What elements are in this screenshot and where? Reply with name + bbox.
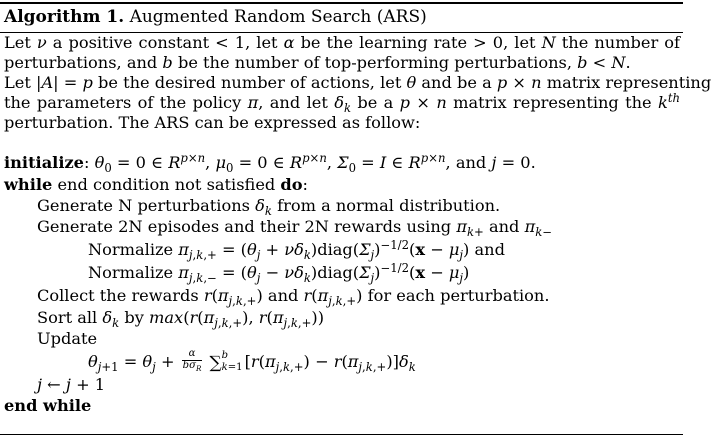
while-line: while end condition not satisfied do: [4,175,309,194]
end-while-line: end while [4,396,92,415]
increment-line: j ← j + 1 [37,375,106,394]
sort-line: Sort all $\delta_k$ by $\max(r(\pi_{j,k,+})$, $r(\pi_{j,k,+})$) [37,308,325,331]
generate-episodes-line: Generate 2N episodes and their 2N rewards using $\pi_{k+}$ and $\pi_{k-}$ [37,217,553,240]
collect-rewards-line: Collect the rewards $r(\pi_{j,k,+})$ and $r(\pi_{j,k,+})$ for each perturbation. [37,286,550,309]
top-rule [0,2,683,4]
normalize-minus-line: Normalize $\pi_{j,k,-} = (\theta_j$ − $\nu\delta_k)diag(\Sigma_j)^{-1/2}(x - \mu_j)$ [88,260,470,286]
algorithm-title [4,6,427,28]
intro-line-3: Let |A| = p be the desired number of actions, let θ and be a p × n matrix representing [4,73,711,92]
algorithm-name: Augmented Random Search (ARS) [129,7,427,27]
update-equation-line: $\theta_{j+1} = \theta_j$ + $\frac{\alpha}{b\sigma_R}$ ∑ b k=1 $[r(\pi_{j,k,+}) - r(\pi_{j,k,+})]\delta_k$ [88,348,416,375]
step-fraction: $\frac{\alpha}{b\sigma_R}$ [182,348,202,373]
initialize-line: initialize: $\theta_0 = 0$ ∈ $R^{p\times n}$, $\mu_0 = 0$ ∈ $R^{p\times n}$, $\Sigma_0 = I$ ∈ $R^{p\times n}$, and j = 0. [4,150,536,176]
intro-line-1: Let ν a positive constant < 1, let α be the learning rate > 0, let N the number of [4,33,680,52]
normalize-plus-line: Normalize $\pi_{j,k,+} = (\theta_j$ + $\nu\delta_k)diag(\Sigma_j)^{-1/2}(x - \mu_j)$ and [88,237,505,263]
bottom-rule [0,434,683,435]
algorithm-label: Algorithm 1. [4,7,125,27]
update-label-line: Update [37,329,98,348]
intro-line-4: the parameters of the policy π, and let $\delta_k$ be a p × n matrix representing the $k^{th}$ [4,90,681,116]
generate-perturbations-line: Generate N perturbations $\delta_k$ from a normal distribution. [37,196,501,219]
intro-line-2: perturbations, and b be the number of top-performing perturbations, b < N. [4,53,631,72]
intro-line-5: perturbation. The ARS can be expressed as follow: [4,113,421,132]
